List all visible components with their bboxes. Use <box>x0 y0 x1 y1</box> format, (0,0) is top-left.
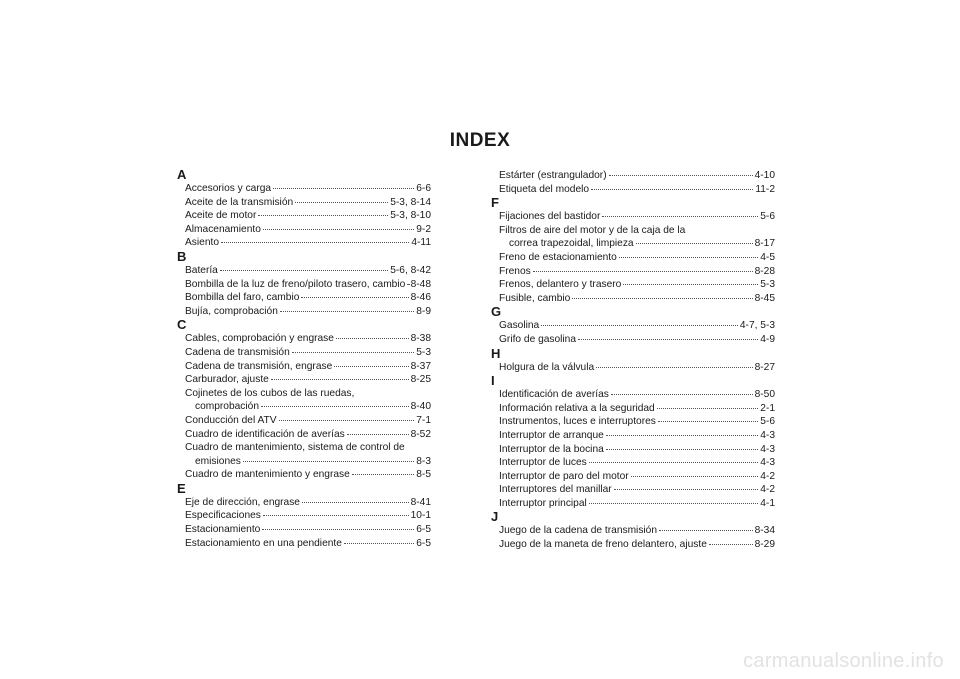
leader-dots <box>336 338 409 339</box>
index-entry <box>492 429 775 443</box>
leader-dots <box>263 515 409 516</box>
index-entry-label: Cuadro de mantenimiento y engrase <box>185 469 350 481</box>
leader-dots <box>572 298 752 299</box>
leader-dots <box>263 229 414 230</box>
index-entry <box>492 388 775 402</box>
index-entry-page: 8-40 <box>410 401 431 413</box>
index-entry-page: 8-28 <box>754 265 775 277</box>
index-entry-page: 5-3, 8-10 <box>390 210 431 222</box>
page-title: INDEX <box>449 130 511 151</box>
leader-dots <box>221 242 409 243</box>
index-entry <box>492 497 775 511</box>
index-entry-page: 8-45 <box>754 292 775 304</box>
index-entry-page: 9-2 <box>416 223 431 235</box>
index-section-letter: E <box>177 480 186 496</box>
index-entry-page: 4-7, 5-3 <box>739 320 775 332</box>
index-entry-page: 8-9 <box>416 305 431 317</box>
index-entry-label: Aceite de la transmisión <box>185 196 294 208</box>
index-entry <box>492 470 775 484</box>
index-entry-label: Cuadro de mantenimiento, sistema de control de <box>185 442 405 454</box>
leader-dots <box>258 215 388 216</box>
leader-dots <box>220 270 388 271</box>
leader-dots <box>709 544 753 545</box>
index-entry <box>178 523 431 537</box>
index-entry-label: Etiqueta del modelo <box>499 183 590 195</box>
index-entry-page: 8-29 <box>754 539 775 551</box>
index-entry-continued <box>492 224 775 238</box>
leader-dots <box>596 367 752 368</box>
leader-dots <box>578 339 758 340</box>
index-entry-label: Interruptor de paro del motor <box>499 470 629 482</box>
index-entry-page: 10-1 <box>410 510 431 522</box>
index-entry-page: 5-3, 8-14 <box>390 196 431 208</box>
index-entry-label: Bombilla de la luz de freno/piloto trasero, cambio <box>185 278 406 290</box>
index-entry-label: Batería <box>185 264 218 276</box>
leader-dots <box>623 284 758 285</box>
leader-dots <box>591 189 753 190</box>
leader-dots <box>302 502 409 503</box>
index-entry-page: 8-17 <box>754 238 775 250</box>
index-entry <box>178 209 431 223</box>
index-entry-label: Grifo de gasolina <box>499 333 577 345</box>
index-section-letter: A <box>177 167 187 182</box>
index-entry-page: 5-3 <box>760 279 775 291</box>
index-entry-label: Frenos <box>499 265 531 277</box>
index-section-letter: G <box>491 304 502 320</box>
index-section-letter: F <box>491 195 499 211</box>
index-entry <box>492 319 775 333</box>
leader-dots <box>261 406 409 407</box>
index-entry <box>178 468 431 482</box>
index-entry-page: 8-34 <box>754 525 775 537</box>
index-section-letter: C <box>177 317 187 333</box>
index-entry <box>492 538 775 552</box>
index-entry <box>178 305 431 319</box>
index-entry <box>178 496 431 510</box>
index-entry <box>492 237 775 251</box>
index-entry <box>178 360 431 374</box>
index-entry-page: 4-3 <box>760 457 775 469</box>
watermark-text: carmanualsonline.info <box>743 650 944 672</box>
index-entry-page: 6-5 <box>416 524 431 536</box>
leader-dots <box>541 325 738 326</box>
index-entry-label: Frenos, delantero y trasero <box>499 279 622 291</box>
index-entry <box>178 291 431 305</box>
index-section-letter: I <box>491 373 495 389</box>
index-entry-label: Conducción del ATV <box>185 414 277 426</box>
index-column-right <box>492 169 775 552</box>
index-entry <box>178 346 431 360</box>
index-entry-label: Cadena de transmisión <box>185 346 290 358</box>
index-entry-label: emisiones <box>195 455 241 467</box>
index-entry <box>178 455 431 469</box>
index-entry <box>492 333 775 347</box>
index-entry-continued <box>178 387 431 401</box>
index-entry-label: Bujía, comprobación <box>185 305 278 317</box>
index-entry-page: 4-2 <box>760 484 775 496</box>
leader-dots <box>352 474 414 475</box>
index-entry <box>178 196 431 210</box>
index-entry-page: 11-2 <box>755 183 775 195</box>
index-entry <box>178 264 431 278</box>
index-entry-label: comprobación <box>195 401 259 413</box>
index-entry-page: 8-52 <box>410 428 431 440</box>
index-entry-page: 8-27 <box>754 361 775 373</box>
index-entry-label: Interruptores del manillar <box>499 484 612 496</box>
leader-dots <box>243 461 414 462</box>
index-entry-page: 4-1 <box>760 497 775 509</box>
index-entry-label: Identificación de averías <box>499 389 609 401</box>
index-section-letter: H <box>491 345 501 361</box>
index-entry <box>178 509 431 523</box>
index-entry <box>492 402 775 416</box>
index-entry-label: Especificaciones <box>185 510 261 522</box>
index-entry <box>492 210 775 224</box>
index-entry-page: 8-41 <box>410 496 431 508</box>
leader-dots <box>271 379 409 380</box>
index-entry-page: 8-50 <box>754 389 775 401</box>
index-entry <box>178 428 431 442</box>
index-entry-label: Cojinetes de los cubos de las ruedas, <box>185 387 355 399</box>
index-entry-label: Filtros de aire del motor y de la caja de la <box>499 224 686 236</box>
leader-dots <box>631 476 759 477</box>
index-column-left <box>178 168 431 550</box>
index-entry <box>178 223 431 237</box>
index-entry-label: Interruptor de la bocina <box>499 443 604 455</box>
index-section-letter: J <box>491 509 499 525</box>
index-entry <box>492 292 775 306</box>
index-entry-label: Cuadro de identificación de averías <box>185 428 345 440</box>
index-entry <box>178 182 431 196</box>
index-entry-page: 4-9 <box>760 333 775 345</box>
index-entry-page: 4-11 <box>411 237 431 249</box>
index-entry-page: 8-3 <box>416 455 431 467</box>
index-entry-label: Instrumentos, luces e interruptores <box>499 416 656 428</box>
index-entry-page: 6-6 <box>416 183 431 194</box>
index-entry-label: Cables, comprobación y engrase <box>185 333 334 345</box>
leader-dots <box>295 202 388 203</box>
index-entry-label: Interruptor de arranque <box>499 429 604 441</box>
leader-dots <box>657 408 759 409</box>
leader-dots <box>589 462 758 463</box>
index-entry-label: Fusible, cambio <box>499 292 571 304</box>
index-entry-label: Holgura de la válvula <box>499 361 595 373</box>
index-entry-page: 8-37 <box>410 360 431 372</box>
leader-dots <box>280 311 414 312</box>
index-entry <box>178 400 431 414</box>
leader-dots <box>279 420 415 421</box>
index-entry-page: 8-5 <box>416 469 431 481</box>
leader-dots <box>611 394 753 395</box>
index-entry-label: Estacionamiento en una pendiente <box>185 537 342 549</box>
leader-dots <box>606 449 758 450</box>
index-entry <box>492 278 775 292</box>
index-entry <box>492 456 775 470</box>
index-entry-label: Bombilla del faro, cambio <box>185 292 300 304</box>
index-entry <box>492 524 775 538</box>
index-entry-label: Carburador, ajuste <box>185 374 269 386</box>
leader-dots <box>533 271 753 272</box>
leader-dots <box>606 435 758 436</box>
index-entry-label: Interruptor de luces <box>499 457 587 469</box>
index-entry <box>492 415 775 429</box>
index-entry <box>178 414 431 428</box>
index-entry <box>492 265 775 279</box>
index-entry-label: Información relativa a la seguridad <box>499 402 655 414</box>
leader-dots <box>602 216 758 217</box>
index-entry-page: 6-5 <box>416 537 431 549</box>
index-entry-label: correa trapezoidal, limpieza <box>509 238 634 250</box>
index-entry-page: 4-10 <box>754 170 775 181</box>
index-entry-label: Interruptor principal <box>499 497 587 509</box>
index-entry <box>492 483 775 497</box>
index-entry <box>178 373 431 387</box>
index-entry <box>492 183 775 197</box>
index-entry-label: Juego de la maneta de freno delantero, ajuste <box>499 539 707 551</box>
leader-dots <box>658 421 758 422</box>
index-entry-page: 4-2 <box>760 470 775 482</box>
leader-dots <box>334 366 408 367</box>
index-entry-page: 2-1 <box>760 402 775 414</box>
index-entry-page: 8-38 <box>410 333 431 345</box>
index-entry <box>492 443 775 457</box>
index-entry-page: 8-46 <box>410 292 431 304</box>
leader-dots <box>273 188 414 189</box>
index-entry-page: 4-5 <box>760 251 775 263</box>
index-entry <box>178 332 431 346</box>
index-entry-page: 8-25 <box>410 374 431 386</box>
index-entry-label: Cadena de transmisión, engrase <box>185 360 333 372</box>
index-entry-page: 5-6, 8-42 <box>390 264 431 276</box>
leader-dots <box>344 543 414 544</box>
leader-dots <box>292 352 415 353</box>
index-entry-label: Asiento <box>185 237 219 249</box>
index-entry-label: Eje de dirección, engrase <box>185 496 300 508</box>
index-entry-label: Almacenamiento <box>185 223 261 235</box>
leader-dots <box>614 489 759 490</box>
index-entry <box>492 251 775 265</box>
index-entry-label: Aceite de motor <box>185 210 257 222</box>
leader-dots <box>619 257 758 258</box>
leader-dots <box>301 297 408 298</box>
leader-dots <box>262 529 414 530</box>
leader-dots <box>407 284 408 285</box>
index-entry-page: 8-48 <box>410 278 431 290</box>
index-entry-page: 7-1 <box>416 414 431 426</box>
index-entry-page: 5-6 <box>760 416 775 428</box>
leader-dots <box>659 530 753 531</box>
index-entry <box>492 169 775 183</box>
index-entry <box>178 278 431 292</box>
leader-dots <box>636 243 753 244</box>
index-entry-label: Freno de estacionamiento <box>499 251 617 263</box>
index-section-letter: B <box>177 248 187 264</box>
index-entry-label: Accesorios y carga <box>185 183 272 194</box>
index-entry <box>178 236 431 250</box>
index-entry-label: Gasolina <box>499 320 540 332</box>
index-entry <box>492 361 775 375</box>
index-entry-label: Juego de la cadena de transmisión <box>499 525 658 537</box>
leader-dots <box>589 503 758 504</box>
index-entry-page: 5-6 <box>760 211 775 223</box>
index-entry-label: Fijaciones del bastidor <box>499 211 601 223</box>
leader-dots <box>347 434 409 435</box>
index-entry <box>178 537 431 551</box>
index-entry-page: 4-3 <box>760 443 775 455</box>
index-entry-label: Estárter (estrangulador) <box>499 170 607 181</box>
index-entry-page: 4-3 <box>760 429 775 441</box>
index-entry-page: 5-3 <box>416 346 431 358</box>
index-entry-label: Estacionamiento <box>185 524 261 536</box>
index-entry-continued <box>178 441 431 455</box>
leader-dots <box>609 175 753 176</box>
